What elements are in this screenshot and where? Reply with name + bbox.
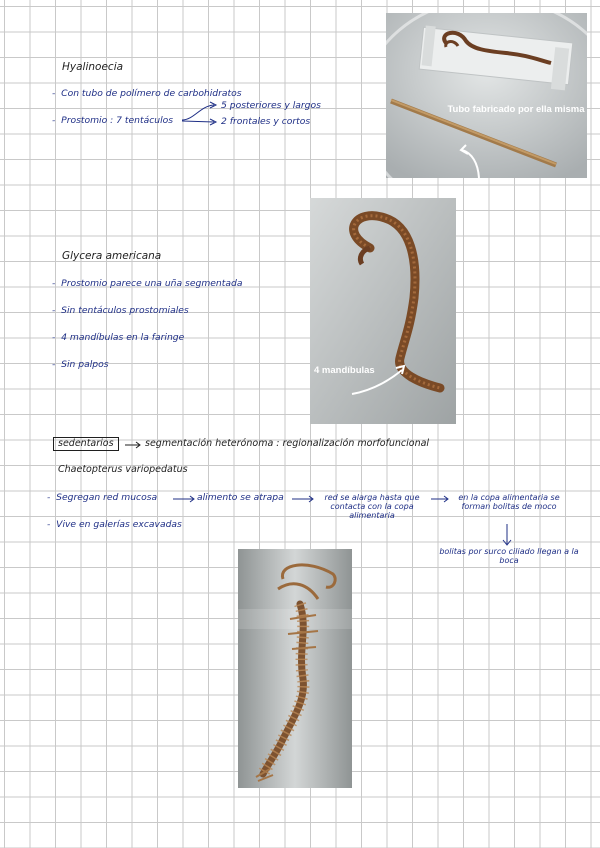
bullet-dash: - [47, 519, 57, 530]
chaetopterus-photo [238, 549, 352, 788]
hyalinoecia-photo-caption: Tubo fabricado por ella misma [447, 104, 585, 115]
chaetopterus-illustration [238, 549, 352, 788]
branch-arrows-icon [180, 100, 222, 128]
bullet-dash: - [52, 88, 62, 99]
bullet-dash: - [52, 332, 62, 343]
bullet-dash: - [52, 278, 62, 289]
sedentarios-heading: segmentación heterónoma : regionalización morfofuncional [145, 438, 430, 449]
hyalinoecia-illustration [386, 13, 587, 178]
bullet-text: Sin tentáculos prostomiales [61, 305, 189, 316]
section3-flow-4: en la copa alimentaria se forman bolitas de moco [458, 493, 560, 511]
glycera-photo-caption: 4 mandíbulas [314, 365, 375, 376]
arrow-right-icon [124, 440, 142, 450]
section3-flow-2: alimento se atrapa [197, 492, 284, 503]
section2-bullet-1 [52, 279, 242, 288]
section2-bullet-4 [52, 360, 109, 369]
section1-bullet-2 [52, 116, 173, 125]
hyalinoecia-photo [386, 13, 587, 178]
section3-species: Chaetopterus variopedatus [58, 464, 188, 475]
bullet-dash: - [52, 359, 62, 370]
bullet-dash: - [52, 115, 62, 126]
arrow-right-icon [430, 494, 450, 504]
section3-flow-5: bolitas por surco ciliado llegan a la boca [439, 547, 579, 565]
sedentarios-box: sedentarios [53, 437, 119, 451]
bullet-text: Prostomio parece una uña segmentada [61, 278, 243, 289]
bullet-text: Prostomio : 7 tentáculos [61, 115, 174, 126]
section2-title: Glycera americana [62, 250, 162, 262]
bullet-text: Segregan red mucosa [56, 492, 158, 503]
section1-bullet-1 [52, 89, 242, 98]
section2-bullet-2 [52, 306, 189, 315]
section1-title: Hyalinoecia [62, 61, 124, 73]
glycera-photo [310, 198, 456, 424]
glycera-illustration [310, 198, 456, 424]
arrow-right-icon [172, 494, 196, 504]
section3-flow-3: red se alarga hasta que contacta con la copa alimentaria [324, 493, 420, 520]
section3-bullet-2 [47, 520, 182, 529]
section2-bullet-3 [52, 333, 184, 342]
bullet-text: Sin palpos [61, 359, 109, 370]
branch-text-a: 5 posteriores y largos [221, 100, 321, 111]
bullet-dash: - [52, 305, 62, 316]
arrow-down-icon [501, 523, 513, 547]
section3-flow-1 [47, 493, 157, 502]
branch-text-b: 2 frontales y cortos [221, 116, 311, 127]
bullet-text: 4 mandíbulas en la faringe [61, 332, 185, 343]
arrow-right-icon [291, 494, 315, 504]
bullet-dash: - [47, 492, 57, 503]
bullet-text: Vive en galerías excavadas [56, 519, 182, 530]
bullet-text: Con tubo de polímero de carbohidratos [61, 88, 242, 99]
